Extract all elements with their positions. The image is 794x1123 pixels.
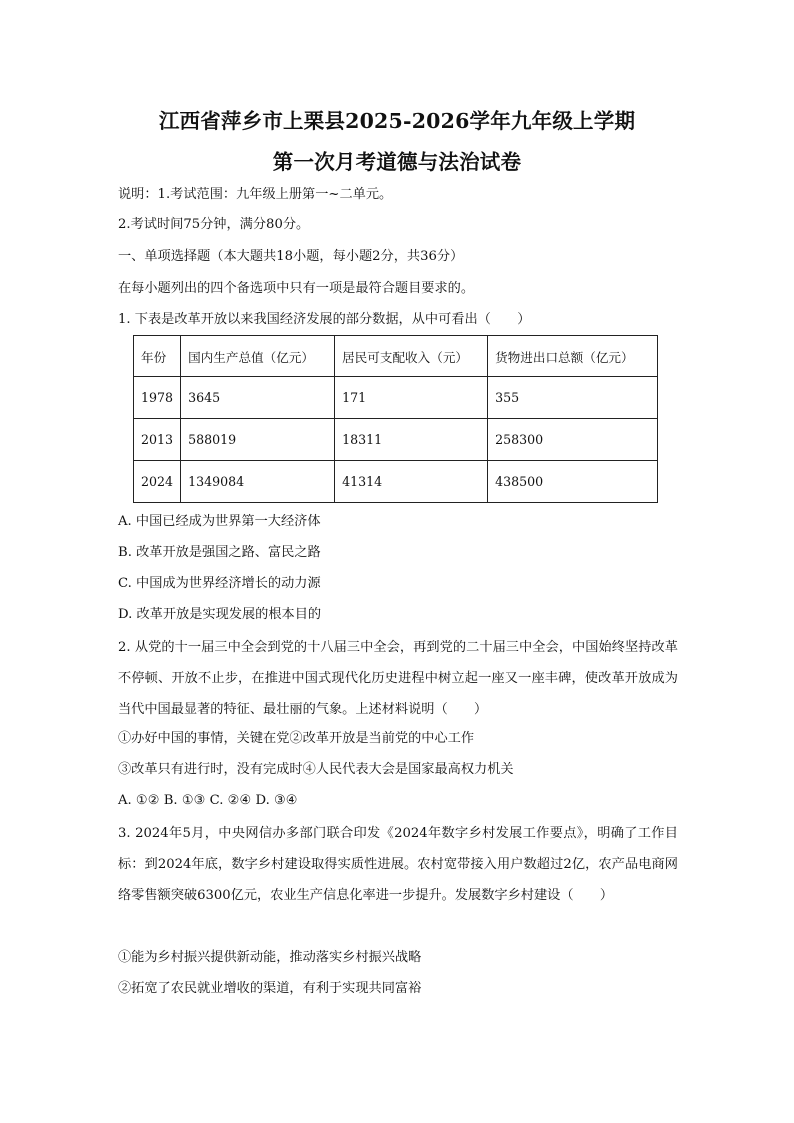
table-cell: 1978 [134, 377, 181, 419]
table-header-gdp: 国内生产总值（亿元） [181, 336, 335, 377]
table-row [134, 461, 658, 503]
q1-option-c: C. 中国成为世界经济增长的动力源 [118, 576, 321, 591]
table-cell: 2024 [134, 461, 181, 503]
q2-item-1: ①办好中国的事情，关键在党②改革开放是当前党的中心工作 [118, 731, 475, 746]
exam-note-time: 2.考试时间75分钟，满分80分。 [118, 217, 310, 232]
exam-note-scope: 说明：1.考试范围：九年级上册第一~二单元。 [118, 187, 393, 202]
table-row [134, 377, 658, 419]
exam-title-line1: 江西省萍乡市上栗县2025-2026学年九年级上学期 [158, 109, 636, 133]
table-cell: 1349084 [181, 461, 335, 503]
table-cell: 41314 [335, 461, 488, 503]
q2-stem: 2. 从党的十一届三中全会到党的十八届三中全会，再到党的二十届三中全会，中国始终坚持改革不停顿、开放不止步，在推进中国式现代化历史进程中树立起一座又一座丰碑，使改革开放成为当代中国最显著的特征、最壮丽的气象。上述材料说明（ ） [118, 640, 678, 717]
q1-option-d: D. 改革开放是实现发展的根本目的 [118, 607, 322, 622]
q2-item-2: ③改革只有进行时，没有完成时④人民代表大会是国家最高权力机关 [118, 762, 514, 777]
q2-options: A. ①② B. ①③ C. ②④ D. ③④ [118, 793, 298, 808]
table-cell: 18311 [335, 419, 488, 461]
q1-option-a: A. 中国已经成为世界第一大经济体 [118, 514, 321, 529]
table-row [134, 419, 658, 461]
table-header-income: 居民可支配收入（元） [335, 336, 488, 377]
table-header-trade: 货物进出口总额（亿元） [488, 336, 658, 377]
table-cell: 438500 [488, 461, 658, 503]
section-heading: 一、单项选择题（本大题共18小题，每小题2分，共36分） [118, 249, 464, 264]
table-header-row [134, 336, 658, 377]
q3-stem: 3. 2024年5月，中央网信办多部门联合印发《2024年数字乡村发展工作要点》，明确了工作目标：到2024年底，数字乡村建设取得实质性进展。农村宽带接入用户数超过2亿，农产品电商网络零售额突破6300亿元，农业生产信息化率进一步提升。发展数字乡村建设（ ） [118, 826, 678, 903]
exam-title-line2: 第一次月考道德与法治试卷 [272, 150, 522, 174]
q1-option-b: B. 改革开放是强国之路、富民之路 [118, 545, 321, 560]
q1-stem: 1. 下表是改革开放以来我国经济发展的部分数据，从中可看出（ ） [118, 312, 531, 327]
table-cell: 171 [335, 377, 488, 419]
table-header-year: 年份 [134, 336, 181, 377]
table-cell: 2013 [134, 419, 181, 461]
section-instruction: 在每小题列出的四个备选项中只有一项是最符合题目要求的。 [118, 281, 475, 296]
table-cell: 355 [488, 377, 658, 419]
table-cell: 3645 [181, 377, 335, 419]
table-cell: 588019 [181, 419, 335, 461]
q3-item-1: ①能为乡村振兴提供新动能，推动落实乡村振兴战略 [118, 950, 422, 965]
q3-item-2: ②拓宽了农民就业增收的渠道，有利于实现共同富裕 [118, 981, 422, 996]
table-cell: 258300 [488, 419, 658, 461]
q1-data-table [133, 335, 658, 503]
